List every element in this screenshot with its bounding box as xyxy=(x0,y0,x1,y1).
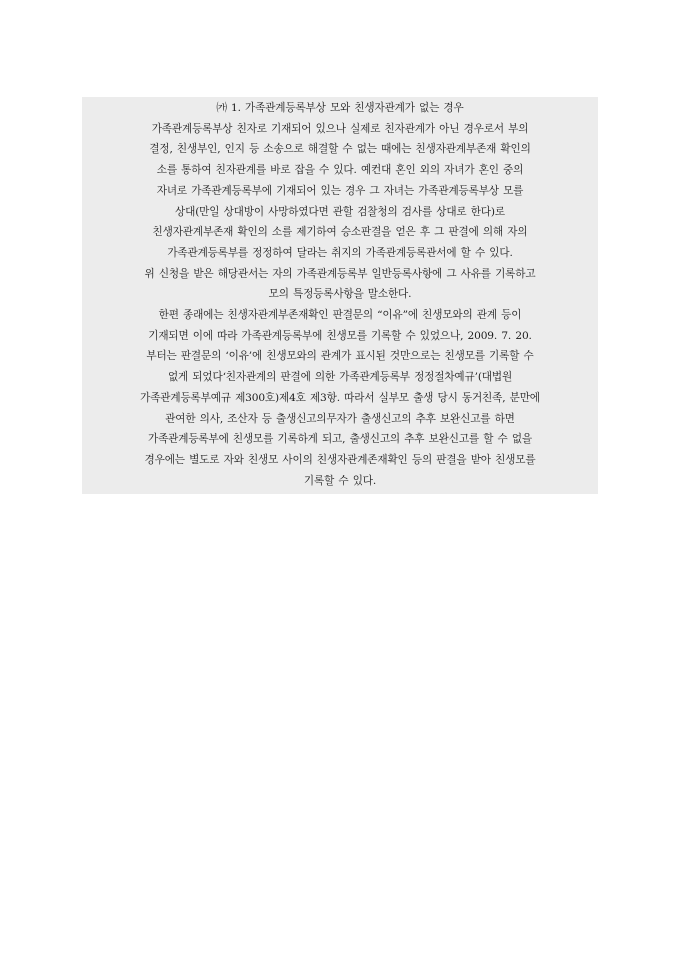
text-line-heading: ㈎ 1. 가족관계등록부상 모와 친생자관계가 없는 경우 xyxy=(216,102,464,114)
text-line: 가족관계등록부를 정정하여 달라는 취지의 가족관계등록관서에 할 수 있다. xyxy=(167,246,513,259)
text-line: 관여한 의사, 조산자 등 출생신고의무자가 출생신고의 추후 보완신고를 하면 xyxy=(165,412,515,425)
text-line: 상대(만일 상대방이 사망하였다면 관할 검찰청의 검사를 상대로 한다)로 xyxy=(175,205,505,218)
text-line: 한편 종래에는 친생자관계부존재확인 판결문의 “이유”에 친생모와의 관계 등이 xyxy=(158,309,522,322)
text-line: 결정, 친생부인, 인지 등 소송으로 해결할 수 없는 때에는 친생자관계부존재 확인의 xyxy=(149,143,531,156)
text-line: 자녀로 가족관계등록부에 기재되어 있는 경우 그 자녀는 가족관계등록부상 모를 xyxy=(156,184,524,197)
text-block xyxy=(82,97,598,494)
text-line: 가족관계등록부예규 제300호)제4호 제3항. 따라서 실부모 출생 당시 동거친족, 분만에 xyxy=(140,391,540,404)
text-line: 모의 특정등록사항을 말소한다. xyxy=(268,288,412,301)
text-line: 기재되면 이에 따라 가족관계등록부에 친생모를 기록할 수 있었으나, 2009. 7. 20. xyxy=(148,329,532,342)
text-line: 위 신청을 받은 해당관서는 자의 가족관계등록부 일반등록사항에 그 사유를 기록하고 xyxy=(144,267,536,280)
text-line: 가족관계등록부에 친생모를 기록하게 되고, 출생신고의 추후 보완신고를 할 수 없을 xyxy=(147,433,532,446)
text-line: 없게 되었다‘친자관계의 판결에 의한 가족관계등록부 정정절차예규’(대법원 xyxy=(167,371,513,384)
text-line: 부터는 판결문의 ‘이유’에 친생모와의 관계가 표시된 것만으로는 친생모를 기록할 수 xyxy=(146,350,534,363)
text-line: 기록할 수 있다. xyxy=(303,474,377,487)
text-line: 친생자관계부존재 확인의 소를 제기하여 승소판결을 얻은 후 그 판결에 의해 자의 xyxy=(152,226,528,239)
text-line: 가족관계등록부상 친자로 기재되어 있으나 실제로 친자관계가 아닌 경우로서 부의 xyxy=(151,122,529,135)
text-line: 경우에는 별도로 자와 친생모 사이의 친생자관계존재확인 등의 판결을 받아 친생모를 xyxy=(144,453,536,466)
text-line: 소를 통하여 친자관계를 바로 잡을 수 있다. 예컨대 혼인 외의 자녀가 혼인 중의 xyxy=(156,164,524,177)
